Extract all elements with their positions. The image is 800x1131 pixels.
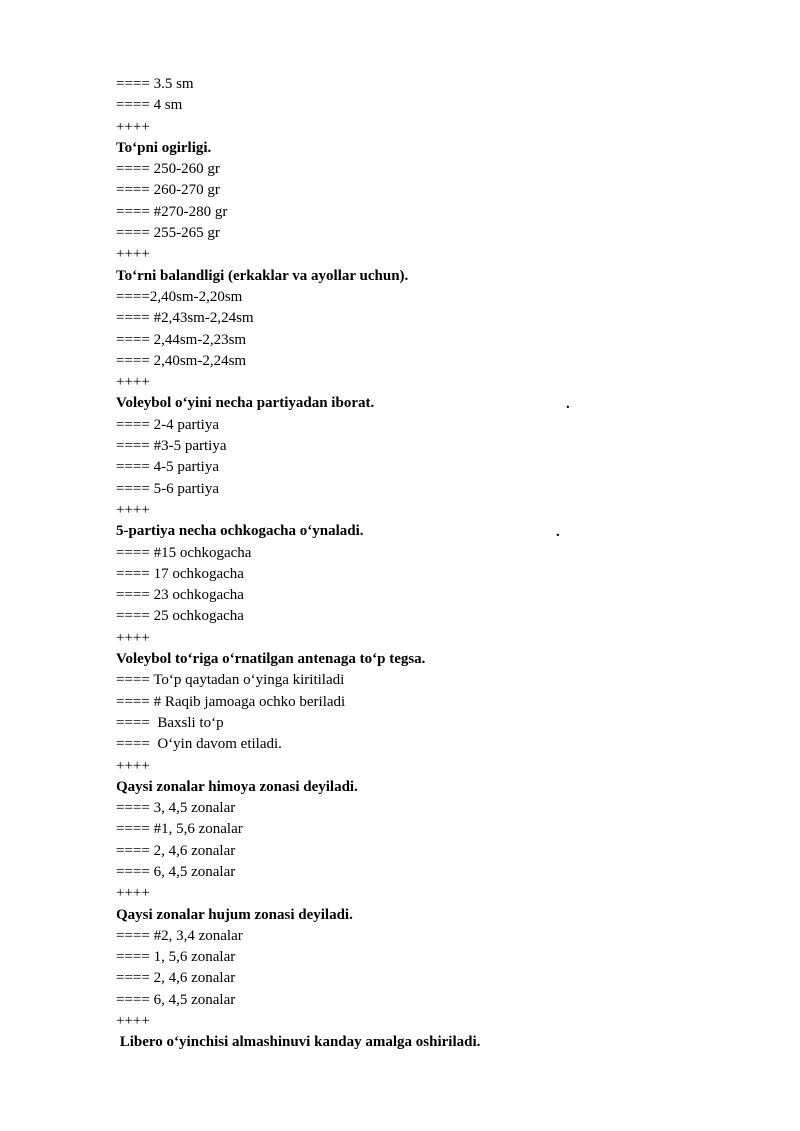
- answer-option: ==== 2,44sm-2,23sm: [116, 331, 247, 348]
- answer-option: ==== 260-270 gr: [116, 182, 220, 199]
- stray-period-mark: .: [556, 524, 560, 540]
- answer-option: ==== 2, 4,6 zonalar: [116, 970, 236, 987]
- separator: ++++: [116, 629, 150, 646]
- separator: ++++: [116, 757, 150, 774]
- question-heading: Qaysi zonalar himoya zonasi deyiladi.: [116, 778, 358, 795]
- answer-option: ==== 25 ochkogacha: [116, 608, 244, 625]
- answer-option: ==== 4-5 partiya: [116, 459, 219, 476]
- answer-option: ==== #15 ochkogacha: [116, 544, 252, 561]
- answer-option: ==== 2, 4,6 zonalar: [116, 842, 236, 859]
- separator: ++++: [116, 246, 150, 263]
- answer-option: ====2,40sm-2,20sm: [116, 288, 243, 305]
- question-heading: Qaysi zonalar hujum zonasi deyiladi.: [116, 906, 353, 923]
- question-heading: To‘rni balandligi (erkaklar va ayollar uchun).: [116, 267, 409, 284]
- question-heading: To‘pni ogirligi.: [116, 139, 212, 156]
- answer-option: ==== 23 ochkogacha: [116, 587, 244, 604]
- answer-option: ==== Baxsli to‘p: [116, 714, 224, 731]
- answer-option: ==== #2, 3,4 zonalar: [116, 927, 243, 944]
- answer-option: ==== # Raqib jamoaga ochko beriladi: [116, 693, 346, 710]
- answer-option: ==== 1, 5,6 zonalar: [116, 949, 236, 966]
- answer-option: ==== To‘p qaytadan o‘yinga kiritiladi: [116, 672, 345, 689]
- answer-option: ==== 2,40sm-2,24sm: [116, 352, 247, 369]
- answer-option: ==== #1, 5,6 zonalar: [116, 821, 243, 838]
- answer-option: ==== 3, 4,5 zonalar: [116, 800, 236, 817]
- question-heading: Voleybol to‘riga o‘rnatilgan antenaga to‘p tegsa.: [116, 651, 426, 668]
- separator: ++++: [116, 374, 150, 391]
- answer-option: ==== #3-5 partiya: [116, 438, 227, 455]
- answer-option: ==== #270-280 gr: [116, 203, 228, 220]
- stray-period-mark: .: [566, 396, 570, 412]
- answer-option: ==== 6, 4,5 zonalar: [116, 863, 236, 880]
- question-heading: Libero o‘yinchisi almashinuvi kanday amalga oshiriladi.: [116, 1034, 481, 1051]
- document-page: [116, 74, 736, 1054]
- question-heading: 5-partiya necha ochkogacha o‘ynaladi.: [116, 523, 364, 540]
- answer-option: ==== 2-4 partiya: [116, 416, 219, 433]
- answer-option: ==== 250-260 gr: [116, 161, 220, 178]
- separator: ++++: [116, 885, 150, 902]
- answer-option: ==== 17 ochkogacha: [116, 565, 244, 582]
- answer-option: ==== 3.5 sm: [116, 76, 194, 92]
- answer-option: ==== 255-265 gr: [116, 225, 220, 242]
- separator: ++++: [116, 1013, 150, 1030]
- answer-option: ==== #2,43sm-2,24sm: [116, 310, 254, 327]
- answer-option: ==== 4 sm: [116, 97, 183, 114]
- separator: ++++: [116, 118, 150, 135]
- separator: ++++: [116, 501, 150, 518]
- question-heading: Voleybol o‘yini necha partiyadan iborat.: [116, 395, 375, 412]
- answer-option: ==== 6, 4,5 zonalar: [116, 991, 236, 1008]
- answer-option: ==== O‘yin davom etiladi.: [116, 736, 282, 753]
- answer-option: ==== 5-6 partiya: [116, 480, 219, 497]
